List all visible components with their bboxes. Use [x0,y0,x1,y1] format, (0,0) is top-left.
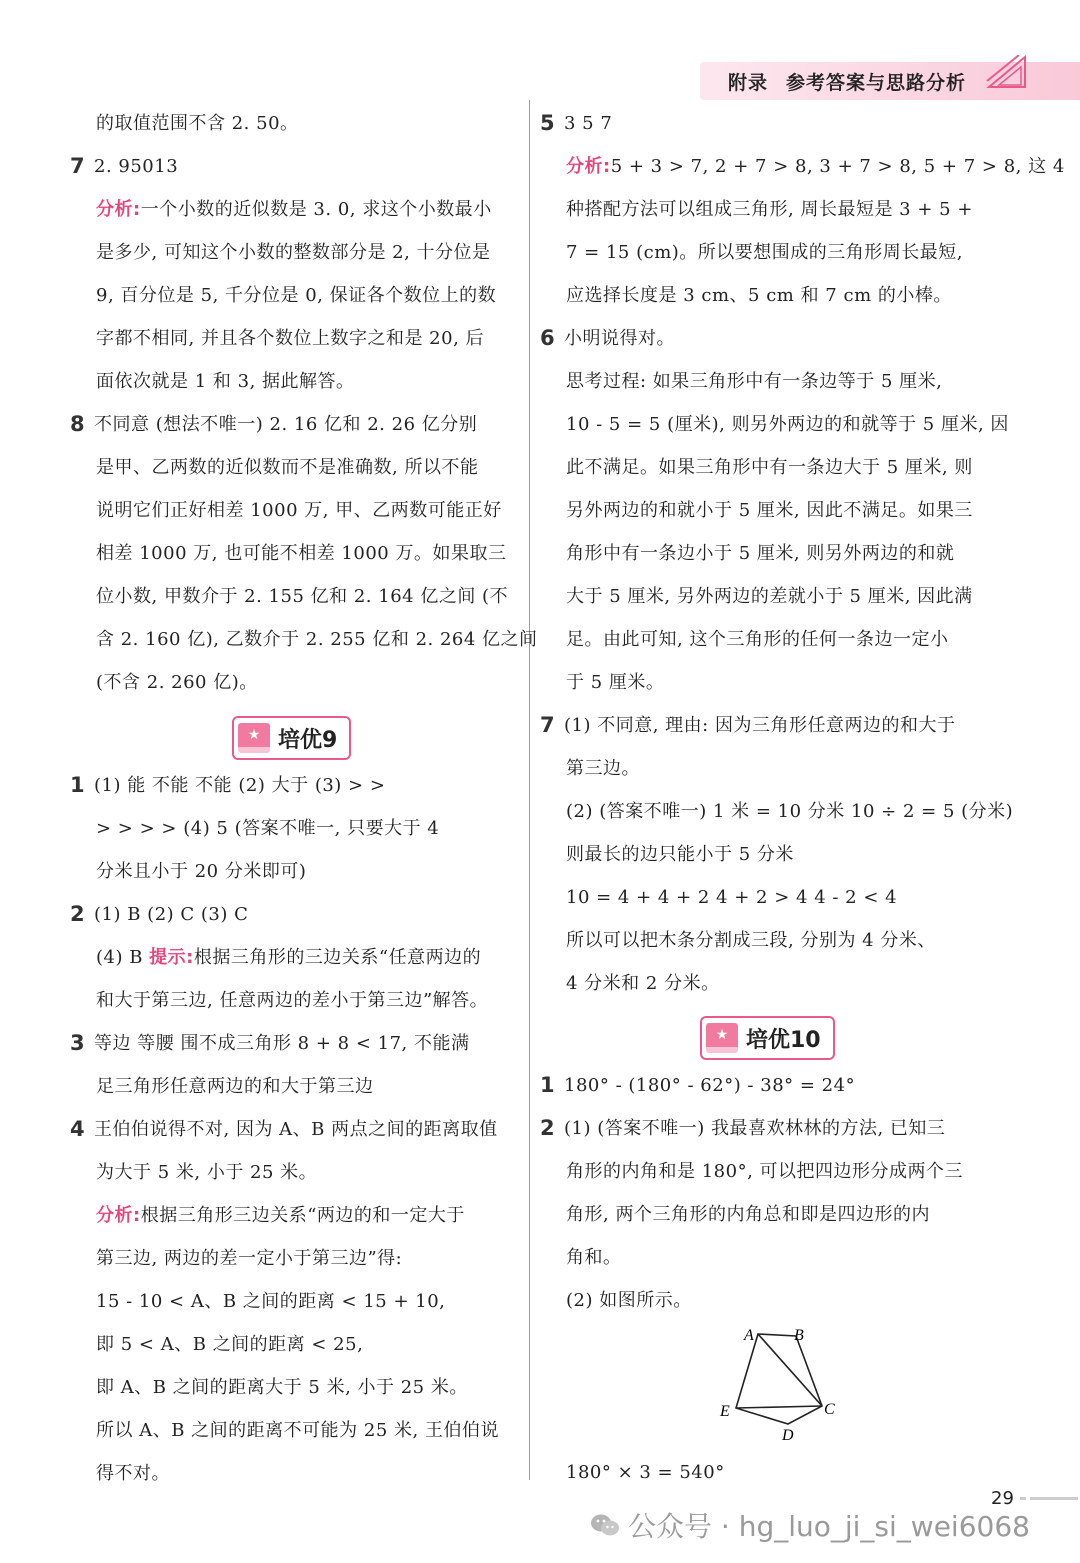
text-line [566,843,794,867]
line-text: 角形中有一条边小于 5 厘米, 则另外两边的和就 [566,543,955,564]
text-line [96,1204,465,1228]
text-line [566,370,942,394]
line-text: 种搭配方法可以组成三角形, 周长最短是 3 + 5 + [566,199,973,220]
line-text: 于 5 厘米。 [566,672,665,693]
text-line [96,1419,499,1443]
vertex-label-c: C [824,1401,835,1418]
highlight-label: 分析: [566,156,611,177]
line-text: 字都不相同, 并且各个数位上数字之和是 20, 后 [96,328,485,349]
text-line [96,1247,402,1271]
text-line [564,327,675,351]
text-line [96,1333,363,1357]
line-text: 不同意 (想法不唯一) 2. 16 亿和 2. 26 亿分别 [94,414,478,435]
line-text: 7 = 15 (cm)。所以要想围成的三角形周长最短, [566,242,964,263]
line-text: 和大于第三边, 任意两边的差小于第三边”解答。 [96,990,489,1011]
text-line [96,198,492,222]
line-text: 面依次就是 1 和 3, 据此解答。 [96,371,355,392]
line-prefix: (4) B [96,947,150,968]
text-line [566,1160,963,1184]
question-number: 2 [70,902,85,926]
text-line [566,456,973,480]
line-text: (1) 能 不能 不能 (2) 大于 (3) > > [94,775,386,796]
question-number: 7 [70,154,85,178]
text-line [96,1462,170,1486]
line-text: > > > > (4) 5 (答案不唯一, 只要大于 4 [96,818,440,839]
line-text: 所以可以把木条分割成三段, 分别为 4 分米、 [566,930,936,951]
line-text: 则最长的边只能小于 5 分米 [566,844,794,865]
text-line [566,929,936,953]
ruler-triangle-icon [985,55,1029,91]
question-number: 3 [70,1031,85,1055]
line-text: 足三角形任意两边的和大于第三边 [96,1076,374,1097]
line-text: 角形的内角和是 180°, 可以把四边形分成两个三 [566,1161,964,1182]
watermark [590,1505,1030,1545]
line-text: 角形, 两个三角形的内角总和即是四边形的内 [566,1204,930,1225]
line-text: 为大于 5 米, 小于 25 米。 [96,1162,318,1183]
text-line [96,1075,374,1099]
line-text: 根据三角形三边关系“两边的和一定大于 [140,1205,465,1226]
text-line [96,284,496,308]
text-line [96,327,484,351]
line-text: 第三边, 两边的差一定小于第三边”得: [96,1248,403,1269]
header-subtitle: 参考答案与思路分析 [786,72,967,94]
text-line [566,499,973,523]
text-line [566,628,948,652]
line-text: 10 - 5 = 5 (厘米), 则另外两边的和就等于 5 厘米, 因 [566,414,1009,435]
text-line [94,413,477,437]
line-text: 即 5 < A、B 之间的距离 < 25, [96,1334,364,1355]
vertex-label-d: D [782,1427,794,1444]
line-text: 即 A、B 之间的距离大于 5 米, 小于 25 米。 [96,1377,468,1398]
text-line [566,155,1065,179]
text-line [96,628,538,652]
header-section: 附录 [728,72,769,94]
text-line [96,241,491,265]
text-line [564,1074,855,1098]
star-book-icon: ★ [238,723,270,753]
text-line [564,714,955,738]
line-text: 180° × 3 = 540° [566,1462,725,1483]
line-text: 4 分米和 2 分米。 [566,973,720,994]
line-text: 根据三角形的三边关系“任意两边的 [193,947,482,968]
text-line [96,671,258,695]
text-line [96,585,508,609]
page-number-dots [1020,1497,1078,1500]
text-line [94,155,178,179]
line-text: 应选择长度是 3 cm、5 cm 和 7 cm 的小棒。 [566,285,952,306]
line-text: 5 + 3 > 7, 2 + 7 > 8, 3 + 7 > 8, 5 + 7 > 8, 这 4 [610,156,1065,177]
line-text: (1) (答案不唯一) 我最喜欢林林的方法, 已知三 [564,1118,946,1139]
line-text: 含 2. 160 亿), 乙数介于 2. 255 亿和 2. 264 亿之间 [96,629,538,650]
line-text: (2) 如图所示。 [566,1290,692,1311]
line-text: 第三边。 [566,758,640,779]
text-line [96,946,481,970]
line-text: 180° - (180° - 62°) - 38° = 24° [564,1075,856,1096]
text-line [566,972,720,996]
line-text: (2) (答案不唯一) 1 米 = 10 分米 10 ÷ 2 = 5 (分米) [566,801,1014,822]
line-text: 王伯伯说得不对, 因为 A、B 两点之间的距离取值 [94,1119,498,1140]
text-line [94,774,385,798]
watermark-text: 公众号 · hg_luo_ji_si_wei6068 [628,1510,1030,1543]
column-divider [529,100,530,1480]
page-number: 29 [991,1488,1014,1509]
text-line [566,800,1013,824]
text-line [94,903,248,927]
text-line [96,817,439,841]
text-line [566,886,897,910]
line-text: (1) 不同意, 理由: 因为三角形任意两边的和大于 [564,715,956,736]
line-text: 说明它们正好相差 1000 万, 甲、乙两数可能正好 [96,500,502,521]
line-text: 另外两边的和就小于 5 厘米, 因此不满足。如果三 [566,500,973,521]
star-book-icon: ★ [706,1023,738,1053]
line-text: 2. 95013 [94,156,179,177]
text-line [566,284,952,308]
text-line [96,989,488,1013]
line-text: 等边 等腰 围不成三角形 8 + 8 < 17, 不能满 [94,1033,470,1054]
text-line [96,370,355,394]
line-text: 是多少, 可知这个小数的整数部分是 2, 十分位是 [96,242,491,263]
badge-label: 培优10 [746,1027,821,1053]
line-text: 的取值范围不含 2. 50。 [96,113,299,134]
section-badge-peiyou9 [232,716,351,760]
text-line [566,1289,692,1313]
section-badge-peiyou10 [700,1016,835,1060]
text-line [94,1032,469,1056]
vertex-label-b: B [794,1327,804,1344]
text-line [94,1118,498,1142]
text-line [96,1290,445,1314]
question-number: 8 [70,412,85,436]
text-line [566,198,973,222]
text-line [566,1461,725,1485]
vertex-label-a: A [744,1327,754,1344]
question-number: 6 [540,326,555,350]
text-line [96,1161,317,1185]
line-text: 所以 A、B 之间的距离不可能为 25 米, 王伯伯说 [96,1420,499,1441]
line-text: 此不满足。如果三角形中有一条边大于 5 厘米, 则 [566,457,973,478]
header-title [728,68,966,95]
line-text: 3 5 7 [564,113,613,134]
line-text: 分米且小于 20 分米即可) [96,861,307,882]
line-text: 角和。 [566,1247,622,1268]
line-text: (1) B (2) C (3) C [94,904,249,925]
line-text: 大于 5 厘米, 另外两边的差就小于 5 厘米, 因此满 [566,586,973,607]
line-text: 15 - 10 < A、B 之间的距离 < 15 + 10, [96,1291,446,1312]
line-text: 是甲、乙两数的近似数而不是准确数, 所以不能 [96,457,479,478]
text-line [566,1246,622,1270]
text-line [96,456,478,480]
question-number: 2 [540,1116,555,1140]
pentagon-figure [710,1322,850,1447]
line-text: (不含 2. 260 亿)。 [96,672,258,693]
line-text: 小明说得对。 [564,328,675,349]
wechat-icon [590,1512,620,1538]
text-line [566,241,963,265]
line-text: 一个小数的近似数是 3. 0, 求这个小数最小 [140,199,492,220]
text-line [96,499,502,523]
text-line [564,112,612,136]
line-text: 思考过程: 如果三角形中有一条边等于 5 厘米, [566,371,943,392]
text-line [564,1117,945,1141]
highlight-label: 提示: [149,947,194,968]
text-line [566,542,954,566]
text-line [566,585,973,609]
text-line [566,413,1009,437]
text-line [96,860,306,884]
question-number: 1 [70,773,85,797]
vertex-label-e: E [720,1403,730,1420]
question-number: 1 [540,1073,555,1097]
text-line [566,671,664,695]
highlight-label: 分析: [96,1205,141,1226]
text-line [566,757,640,781]
text-line [96,1376,468,1400]
text-line [566,1203,930,1227]
line-text: 得不对。 [96,1463,170,1484]
line-text: 相差 1000 万, 也可能不相差 1000 万。如果取三 [96,543,507,564]
highlight-label: 分析: [96,199,141,220]
text-line [96,542,506,566]
line-text: 位小数, 甲数介于 2. 155 亿和 2. 164 亿之间 (不 [96,586,509,607]
line-text: 10 = 4 + 4 + 2 4 + 2 > 4 4 - 2 < 4 [566,887,898,908]
text-line [96,112,299,136]
line-text: 足。由此可知, 这个三角形的任何一条边一定小 [566,629,949,650]
question-number: 5 [540,111,555,135]
badge-label: 培优9 [278,727,338,753]
question-number: 4 [70,1117,85,1141]
question-number: 7 [540,713,555,737]
line-text: 9, 百分位是 5, 千分位是 0, 保证各个数位上的数 [96,285,497,306]
